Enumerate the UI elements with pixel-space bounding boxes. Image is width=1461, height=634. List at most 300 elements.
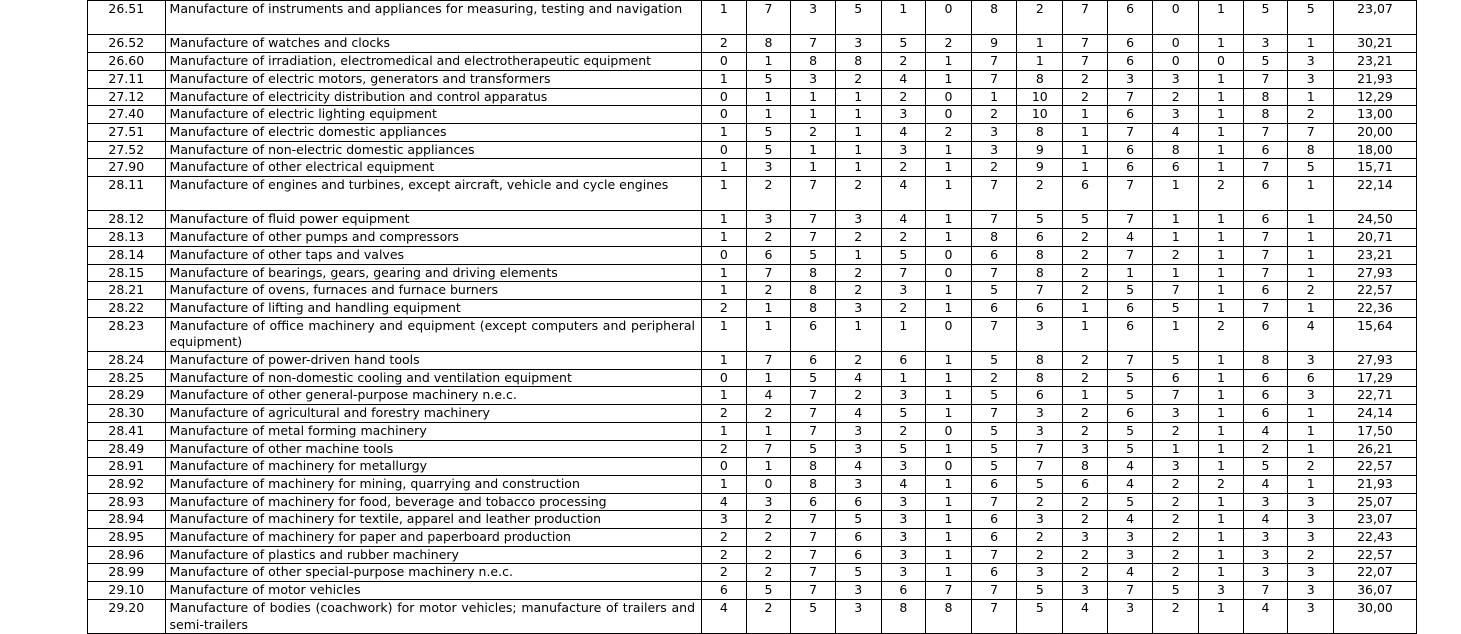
score-cell: 7: [746, 440, 791, 458]
score-cell: 2: [1063, 264, 1108, 282]
score-cell: 6: [881, 582, 926, 600]
activity-description-cell: Manufacture of machinery for textile, apparel and leather production: [165, 511, 701, 529]
score-cell: 5: [1107, 493, 1153, 511]
total-score-cell: 30,00: [1334, 599, 1417, 633]
score-cell: 3: [835, 582, 881, 600]
activity-description-cell: Manufacture of watches and clocks: [165, 35, 701, 53]
score-cell: 4: [1243, 599, 1288, 633]
score-cell: 8: [746, 35, 791, 53]
score-cell: 1: [1288, 264, 1334, 282]
score-cell: 1: [1288, 229, 1334, 247]
score-cell: 0: [1153, 35, 1199, 53]
total-score-cell: 18,00: [1334, 141, 1417, 159]
score-cell: 3: [1288, 582, 1334, 600]
score-cell: 1: [1199, 546, 1244, 564]
table-row: [88, 299, 1417, 317]
score-cell: 2: [881, 159, 926, 177]
score-cell: 6: [1107, 317, 1153, 351]
score-cell: 8: [881, 599, 926, 633]
score-cell: 5: [1243, 53, 1288, 71]
score-cell: 7: [971, 317, 1017, 351]
score-cell: 9: [971, 35, 1017, 53]
score-cell: 2: [1063, 369, 1108, 387]
score-cell: 2: [1153, 511, 1199, 529]
score-cell: 1: [1199, 88, 1244, 106]
score-cell: 1: [835, 141, 881, 159]
total-score-cell: 27,93: [1334, 264, 1417, 282]
score-cell: 7: [791, 582, 836, 600]
score-cell: 7: [791, 35, 836, 53]
score-cell: 1: [926, 53, 972, 71]
score-cell: 8: [1243, 106, 1288, 124]
score-cell: 8: [926, 599, 972, 633]
nace-code-cell: 28.15: [88, 264, 166, 282]
score-cell: 7: [1153, 282, 1199, 300]
score-cell: 2: [1063, 282, 1108, 300]
score-cell: 0: [1199, 53, 1244, 71]
score-cell: 7: [971, 70, 1017, 88]
score-cell: 1: [1153, 264, 1199, 282]
score-cell: 1: [1199, 141, 1244, 159]
nace-code-cell: 26.51: [88, 1, 166, 35]
activity-description-cell: Manufacture of irradiation, electromedical and electrotherapeutic equipment: [165, 53, 701, 71]
score-cell: 5: [1017, 582, 1063, 600]
table-row: [88, 529, 1417, 547]
total-score-cell: 22,14: [1334, 177, 1417, 211]
score-cell: 1: [1199, 35, 1244, 53]
activity-description-cell: Manufacture of other general-purpose machinery n.e.c.: [165, 387, 701, 405]
score-cell: 1: [881, 1, 926, 35]
industry-scores-table: [87, 0, 1417, 634]
nace-code-cell: 28.41: [88, 422, 166, 440]
score-cell: 1: [702, 387, 747, 405]
score-cell: 3: [1063, 529, 1108, 547]
score-cell: 2: [1063, 546, 1108, 564]
score-cell: 6: [835, 529, 881, 547]
total-score-cell: 23,07: [1334, 511, 1417, 529]
score-cell: 4: [881, 211, 926, 229]
score-cell: 1: [1288, 246, 1334, 264]
score-cell: 3: [835, 211, 881, 229]
nace-code-cell: 28.94: [88, 511, 166, 529]
score-cell: 5: [1017, 599, 1063, 633]
score-cell: 7: [1107, 352, 1153, 370]
score-cell: 1: [1288, 88, 1334, 106]
score-cell: 4: [835, 458, 881, 476]
activity-description-cell: Manufacture of office machinery and equipment (except computers and peripheral equipment): [165, 317, 701, 351]
score-cell: 7: [881, 264, 926, 282]
score-cell: 0: [926, 458, 972, 476]
score-cell: 1: [1199, 440, 1244, 458]
score-cell: 3: [881, 529, 926, 547]
total-score-cell: 22,36: [1334, 299, 1417, 317]
score-cell: 1: [926, 299, 972, 317]
score-cell: 4: [881, 177, 926, 211]
score-cell: 0: [702, 88, 747, 106]
score-cell: 2: [1288, 282, 1334, 300]
score-cell: 1: [926, 369, 972, 387]
score-cell: 7: [791, 511, 836, 529]
score-cell: 3: [1288, 599, 1334, 633]
nace-code-cell: 27.11: [88, 70, 166, 88]
table-row: [88, 440, 1417, 458]
activity-description-cell: Manufacture of other pumps and compressors: [165, 229, 701, 247]
score-cell: 6: [835, 493, 881, 511]
score-cell: 2: [1288, 458, 1334, 476]
score-cell: 6: [971, 511, 1017, 529]
nace-code-cell: 27.40: [88, 106, 166, 124]
total-score-cell: 12,29: [1334, 88, 1417, 106]
table-row: [88, 282, 1417, 300]
score-cell: 3: [1017, 564, 1063, 582]
score-cell: 1: [926, 387, 972, 405]
score-cell: 5: [881, 246, 926, 264]
score-cell: 7: [746, 264, 791, 282]
nace-code-cell: 28.29: [88, 387, 166, 405]
score-cell: 7: [791, 405, 836, 423]
score-cell: 4: [881, 475, 926, 493]
score-cell: 3: [881, 546, 926, 564]
score-cell: 3: [1153, 405, 1199, 423]
score-cell: 6: [1243, 405, 1288, 423]
score-cell: 1: [1199, 299, 1244, 317]
score-cell: 6: [1107, 159, 1153, 177]
score-cell: 3: [1017, 405, 1063, 423]
table-body: [88, 1, 1417, 634]
score-cell: 6: [1107, 299, 1153, 317]
score-cell: 7: [791, 177, 836, 211]
score-cell: 5: [971, 440, 1017, 458]
activity-description-cell: Manufacture of electric motors, generators and transformers: [165, 70, 701, 88]
score-cell: 3: [746, 159, 791, 177]
total-score-cell: 21,93: [1334, 70, 1417, 88]
score-cell: 1: [1063, 123, 1108, 141]
score-cell: 1: [881, 317, 926, 351]
score-cell: 1: [791, 141, 836, 159]
score-cell: 6: [1243, 317, 1288, 351]
score-cell: 2: [1153, 88, 1199, 106]
score-cell: 6: [1243, 211, 1288, 229]
score-cell: 1: [1199, 422, 1244, 440]
score-cell: 3: [746, 211, 791, 229]
activity-description-cell: Manufacture of motor vehicles: [165, 582, 701, 600]
activity-description-cell: Manufacture of bearings, gears, gearing and driving elements: [165, 264, 701, 282]
table-row: [88, 405, 1417, 423]
score-cell: 2: [926, 35, 972, 53]
score-cell: 1: [1288, 405, 1334, 423]
score-cell: 1: [702, 177, 747, 211]
score-cell: 1: [1153, 317, 1199, 351]
score-cell: 9: [1017, 159, 1063, 177]
score-cell: 3: [1107, 70, 1153, 88]
score-cell: 5: [1107, 440, 1153, 458]
score-cell: 10: [1017, 88, 1063, 106]
score-cell: 1: [926, 229, 972, 247]
activity-description-cell: Manufacture of machinery for paper and paperboard production: [165, 529, 701, 547]
nace-code-cell: 27.90: [88, 159, 166, 177]
table-row: [88, 317, 1417, 351]
score-cell: 5: [1107, 282, 1153, 300]
score-cell: 5: [791, 599, 836, 633]
score-cell: 2: [835, 387, 881, 405]
score-cell: 3: [881, 564, 926, 582]
score-cell: 7: [1243, 582, 1288, 600]
total-score-cell: 23,21: [1334, 246, 1417, 264]
score-cell: 2: [746, 529, 791, 547]
score-cell: 2: [702, 564, 747, 582]
score-cell: 8: [791, 458, 836, 476]
score-cell: 1: [1199, 106, 1244, 124]
total-score-cell: 24,50: [1334, 211, 1417, 229]
score-cell: 4: [881, 123, 926, 141]
score-cell: 1: [881, 369, 926, 387]
score-cell: 7: [926, 582, 972, 600]
score-cell: 7: [1243, 123, 1288, 141]
score-cell: 8: [1017, 123, 1063, 141]
score-cell: 2: [702, 529, 747, 547]
score-cell: 3: [1288, 493, 1334, 511]
nace-code-cell: 28.11: [88, 177, 166, 211]
score-cell: 1: [1199, 123, 1244, 141]
total-score-cell: 22,57: [1334, 458, 1417, 476]
score-cell: 4: [1107, 564, 1153, 582]
score-cell: 2: [1063, 246, 1108, 264]
score-cell: 0: [702, 458, 747, 476]
score-cell: 1: [1199, 352, 1244, 370]
table-row: [88, 422, 1417, 440]
score-cell: 1: [702, 352, 747, 370]
total-score-cell: 22,07: [1334, 564, 1417, 582]
score-cell: 2: [835, 264, 881, 282]
score-cell: 2: [1153, 475, 1199, 493]
nace-code-cell: 26.52: [88, 35, 166, 53]
nace-code-cell: 28.23: [88, 317, 166, 351]
score-cell: 7: [1107, 177, 1153, 211]
score-cell: 4: [881, 70, 926, 88]
score-cell: 2: [746, 546, 791, 564]
table-row: [88, 264, 1417, 282]
nace-code-cell: 29.20: [88, 599, 166, 633]
activity-description-cell: Manufacture of non-electric domestic appliances: [165, 141, 701, 159]
score-cell: 1: [1199, 211, 1244, 229]
score-cell: 3: [835, 35, 881, 53]
total-score-cell: 25,07: [1334, 493, 1417, 511]
score-cell: 5: [1288, 1, 1334, 35]
score-cell: 5: [746, 123, 791, 141]
score-cell: 1: [1063, 299, 1108, 317]
score-cell: 3: [1017, 317, 1063, 351]
score-cell: 1: [1199, 511, 1244, 529]
score-cell: 1: [1288, 475, 1334, 493]
score-cell: 5: [971, 352, 1017, 370]
nace-code-cell: 28.12: [88, 211, 166, 229]
score-cell: 2: [1243, 440, 1288, 458]
score-cell: 7: [1153, 387, 1199, 405]
score-cell: 2: [1017, 1, 1063, 35]
score-cell: 5: [881, 35, 926, 53]
score-cell: 7: [1243, 159, 1288, 177]
activity-description-cell: Manufacture of electric lighting equipment: [165, 106, 701, 124]
table-row: [88, 229, 1417, 247]
activity-description-cell: Manufacture of other electrical equipment: [165, 159, 701, 177]
score-cell: 1: [1199, 70, 1244, 88]
total-score-cell: 36,07: [1334, 582, 1417, 600]
score-cell: 1: [1153, 177, 1199, 211]
score-cell: 2: [702, 440, 747, 458]
score-cell: 7: [1107, 88, 1153, 106]
total-score-cell: 20,00: [1334, 123, 1417, 141]
score-cell: 8: [1243, 352, 1288, 370]
table-row: [88, 246, 1417, 264]
score-cell: 0: [702, 141, 747, 159]
score-cell: 1: [1063, 159, 1108, 177]
total-score-cell: 23,07: [1334, 1, 1417, 35]
score-cell: 2: [746, 177, 791, 211]
score-cell: 6: [1063, 177, 1108, 211]
score-cell: 3: [1017, 422, 1063, 440]
score-cell: 1: [1153, 229, 1199, 247]
total-score-cell: 27,93: [1334, 352, 1417, 370]
nace-code-cell: 28.93: [88, 493, 166, 511]
score-cell: 3: [1153, 106, 1199, 124]
score-cell: 2: [1063, 352, 1108, 370]
score-cell: 1: [1199, 458, 1244, 476]
activity-description-cell: Manufacture of plastics and rubber machinery: [165, 546, 701, 564]
total-score-cell: 17,50: [1334, 422, 1417, 440]
score-cell: 1: [1288, 422, 1334, 440]
score-cell: 1: [926, 546, 972, 564]
total-score-cell: 22,57: [1334, 282, 1417, 300]
score-cell: 7: [971, 599, 1017, 633]
score-cell: 1: [971, 88, 1017, 106]
activity-description-cell: Manufacture of power-driven hand tools: [165, 352, 701, 370]
table-row: [88, 458, 1417, 476]
score-cell: 1: [926, 493, 972, 511]
score-cell: 5: [791, 440, 836, 458]
score-cell: 3: [1288, 564, 1334, 582]
score-cell: 5: [1107, 369, 1153, 387]
score-cell: 3: [881, 511, 926, 529]
score-cell: 7: [1243, 70, 1288, 88]
score-cell: 1: [1199, 229, 1244, 247]
score-cell: 3: [1288, 352, 1334, 370]
score-cell: 7: [971, 546, 1017, 564]
score-cell: 2: [702, 405, 747, 423]
nace-code-cell: 28.49: [88, 440, 166, 458]
score-cell: 4: [1243, 422, 1288, 440]
score-cell: 1: [1288, 211, 1334, 229]
score-cell: 4: [1288, 317, 1334, 351]
score-cell: 3: [835, 475, 881, 493]
table-row: [88, 511, 1417, 529]
score-cell: 3: [881, 282, 926, 300]
table-row: [88, 177, 1417, 211]
score-cell: 1: [1288, 299, 1334, 317]
score-cell: 4: [1243, 511, 1288, 529]
activity-description-cell: Manufacture of other taps and valves: [165, 246, 701, 264]
table-row: [88, 546, 1417, 564]
score-cell: 5: [746, 70, 791, 88]
score-cell: 4: [1107, 475, 1153, 493]
score-cell: 7: [1243, 299, 1288, 317]
score-cell: 7: [971, 264, 1017, 282]
score-cell: 5: [1288, 159, 1334, 177]
score-cell: 8: [1063, 458, 1108, 476]
score-cell: 3: [835, 422, 881, 440]
score-cell: 1: [746, 458, 791, 476]
score-cell: 7: [1288, 123, 1334, 141]
score-cell: 4: [835, 369, 881, 387]
table-row: [88, 70, 1417, 88]
score-cell: 6: [1243, 141, 1288, 159]
total-score-cell: 22,71: [1334, 387, 1417, 405]
activity-description-cell: Manufacture of metal forming machinery: [165, 422, 701, 440]
score-cell: 3: [1243, 529, 1288, 547]
score-cell: 6: [835, 546, 881, 564]
score-cell: 5: [1153, 352, 1199, 370]
nace-code-cell: 27.52: [88, 141, 166, 159]
score-cell: 1: [702, 317, 747, 351]
score-cell: 1: [1199, 246, 1244, 264]
score-cell: 7: [1063, 1, 1108, 35]
score-cell: 3: [791, 1, 836, 35]
score-cell: 6: [971, 475, 1017, 493]
total-score-cell: 22,43: [1334, 529, 1417, 547]
score-cell: 2: [1017, 177, 1063, 211]
total-score-cell: 15,64: [1334, 317, 1417, 351]
score-cell: 6: [971, 246, 1017, 264]
score-cell: 1: [702, 211, 747, 229]
score-cell: 1: [702, 282, 747, 300]
score-cell: 7: [791, 422, 836, 440]
score-cell: 2: [881, 299, 926, 317]
score-cell: 1: [835, 317, 881, 351]
score-cell: 3: [1063, 582, 1108, 600]
score-cell: 0: [702, 369, 747, 387]
activity-description-cell: Manufacture of electricity distribution and control apparatus: [165, 88, 701, 106]
activity-description-cell: Manufacture of machinery for metallurgy: [165, 458, 701, 476]
score-cell: 5: [1153, 299, 1199, 317]
score-cell: 1: [1288, 35, 1334, 53]
nace-code-cell: 29.10: [88, 582, 166, 600]
activity-description-cell: Manufacture of other machine tools: [165, 440, 701, 458]
score-cell: 1: [702, 422, 747, 440]
score-cell: 2: [881, 53, 926, 71]
score-cell: 7: [1107, 582, 1153, 600]
score-cell: 1: [926, 564, 972, 582]
total-score-cell: 26,21: [1334, 440, 1417, 458]
score-cell: 1: [791, 106, 836, 124]
score-cell: 2: [971, 159, 1017, 177]
score-cell: 7: [791, 229, 836, 247]
score-cell: 4: [1063, 599, 1108, 633]
score-cell: 2: [791, 123, 836, 141]
score-cell: 7: [791, 564, 836, 582]
score-cell: 2: [1063, 405, 1108, 423]
score-cell: 2: [835, 177, 881, 211]
table-row: [88, 582, 1417, 600]
score-cell: 1: [1153, 440, 1199, 458]
score-cell: 1: [702, 264, 747, 282]
score-cell: 1: [1288, 177, 1334, 211]
score-cell: 1: [835, 106, 881, 124]
score-cell: 3: [971, 141, 1017, 159]
table-row: [88, 88, 1417, 106]
score-cell: 6: [1063, 475, 1108, 493]
score-cell: 5: [746, 582, 791, 600]
score-cell: 5: [746, 141, 791, 159]
activity-description-cell: Manufacture of ovens, furnaces and furnace burners: [165, 282, 701, 300]
